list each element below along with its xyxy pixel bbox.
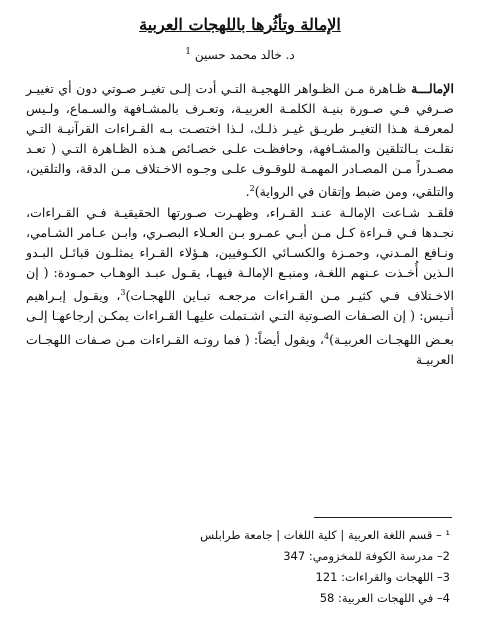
footnote-page: 347 [283, 549, 306, 563]
footnote-mark: 3– [436, 570, 450, 584]
author-footnote-mark: 1 [185, 47, 191, 57]
footnote-ref-3: 3 [120, 288, 126, 298]
paragraph-1-text: ظـاهرة مـن الظـواهر اللهجيـة التـي أدت إلـى تغيـر صـوتي دون أي تغييـر صـرفي فـي صـورة بنيـة الكلمـة العربيـة، وتعـرف بالمشـافهة والسـماع، ولـيس لمعرفـة هـذا التغيـر طريـق غيـر ذلـك، لـذا اختصـت بـه القـراءات القرآنيـة التـي نقلـت بـالتلقين والمشـافهة، وحافظـت علـى خصـائص هـذه الظـاهرة التـي ( تعـد مصـدراً مـن المصـادر المهمـة للوقـوف علـى وجـوه الاخـتلاف مـن الدقة، والتلقين، والتلقي، ومن ضبط وإتقان في الرواية) [26, 81, 455, 200]
footnote-2 [30, 546, 450, 567]
footnote-page: 121 [315, 570, 338, 584]
article-title: الإمالة وتأثُرها باللهجات العربية [139, 15, 341, 34]
footnote-mark: 2– [436, 549, 450, 563]
paragraph-2-tail-2: ، ويقول أيضاً: ( فما روتـه القـراءات مـن صـفات اللهجـات العربيـة [26, 331, 454, 367]
footnote-mark: 4– [436, 591, 450, 605]
footnote-ref-2: 2 [249, 184, 255, 194]
footnotes [30, 525, 450, 609]
footnote-text: في اللهجات العربية: [338, 591, 434, 605]
author-name: د. خالد محمد حسين [194, 48, 295, 62]
footnote-ref-4: 4 [323, 331, 330, 341]
footnote-page: 58 [319, 591, 335, 605]
paragraph-2-text: فلقـد شـاعت الإمالـة عنـد القـراء، وظهـرت صـورتها الحقيقيـة فـي القـراءات، نجـدها فـي قـراءة كـل مـن أبـي عمـرو بـن العـلاء البصـري، وابـن عـامر الشـامي، ونـافع المـدني، وحمـزة والكسـائي الكـوفيين، هـؤلاء القـراء يمثلـون قبائـل البـدو الـذين أُخـذت عـنهم اللغـة، ومنبـع الإمالـة فيهـا، يقـول عبـد الوهـاب حمـودة: ( إن الاخـتلاف فـي كثيـر مـن القـراءات مرجعـه تبـاين اللهجـات) [26, 204, 454, 304]
footnote-text: مدرسة الكوفة للمخزومي: [308, 549, 434, 563]
footnote-1 [30, 525, 450, 546]
footnote-text: اللهجات والقراءات: [341, 570, 434, 584]
paragraph-2-tail: ، ويقـول إبـراهيم أنـيس: ( إن الصـفات الصـوتية التـي اشـتملت عليهـا القـراءات يمكـن إرجاعهـا إلـى بعـض اللهجـات العربيـة) [26, 288, 454, 347]
paragraph-1 [26, 79, 454, 203]
footnote-4 [30, 588, 450, 609]
footnote-separator [314, 517, 452, 518]
article-body [26, 79, 454, 370]
paragraph-1-lead: الإمالـــة [411, 81, 454, 96]
paragraph-2 [26, 203, 454, 370]
footnote-mark: ¹ – [435, 528, 450, 542]
paragraph-1-tail: . [245, 184, 250, 200]
footnote-text: قسم اللغة العربية | كلية اللغات | جامعة طرابلس [200, 528, 433, 542]
footnote-3 [30, 567, 450, 588]
author-line [26, 44, 454, 63]
